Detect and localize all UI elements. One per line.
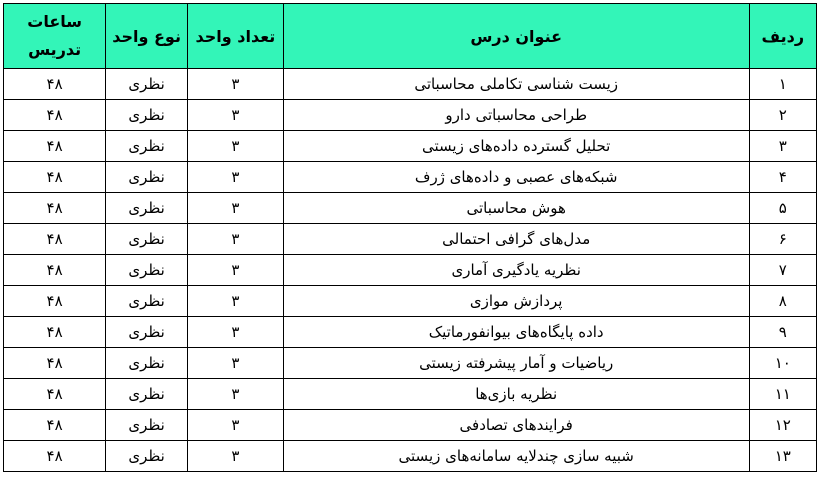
cell-course-title: داده پایگاه‌های بیوانفورماتیک xyxy=(283,317,749,348)
table-row xyxy=(4,379,817,410)
table-body xyxy=(4,69,817,472)
course-table-container xyxy=(3,3,817,472)
cell-row-number: ۱۳ xyxy=(749,441,816,472)
cell-row-number: ۲ xyxy=(749,100,816,131)
cell-teaching-hours: ۴۸ xyxy=(4,100,106,131)
cell-unit-count: ۳ xyxy=(187,100,283,131)
table-row xyxy=(4,100,817,131)
header-teaching-hours xyxy=(4,4,106,69)
cell-unit-type: نظری xyxy=(106,410,188,441)
cell-teaching-hours: ۴۸ xyxy=(4,193,106,224)
cell-row-number: ۵ xyxy=(749,193,816,224)
cell-teaching-hours: ۴۸ xyxy=(4,162,106,193)
cell-unit-count: ۳ xyxy=(187,131,283,162)
cell-row-number: ۴ xyxy=(749,162,816,193)
cell-teaching-hours: ۴۸ xyxy=(4,224,106,255)
header-teaching-hours-line2: تدریس xyxy=(28,40,82,59)
cell-teaching-hours: ۴۸ xyxy=(4,317,106,348)
cell-unit-count: ۳ xyxy=(187,193,283,224)
header-row-number: ردیف xyxy=(749,4,816,69)
cell-course-title: طراحی محاسباتی دارو xyxy=(283,100,749,131)
cell-unit-type: نظری xyxy=(106,255,188,286)
header-unit-count: تعداد واحد xyxy=(187,4,283,69)
cell-course-title: ریاضیات و آمار پیشرفته زیستی xyxy=(283,348,749,379)
cell-teaching-hours: ۴۸ xyxy=(4,441,106,472)
cell-row-number: ۱ xyxy=(749,69,816,100)
cell-row-number: ۱۰ xyxy=(749,348,816,379)
cell-course-title: فرایندهای تصادفی xyxy=(283,410,749,441)
table-row xyxy=(4,286,817,317)
cell-unit-type: نظری xyxy=(106,69,188,100)
cell-row-number: ۹ xyxy=(749,317,816,348)
cell-teaching-hours: ۴۸ xyxy=(4,410,106,441)
cell-course-title: پردازش موازی xyxy=(283,286,749,317)
table-row xyxy=(4,69,817,100)
table-row xyxy=(4,441,817,472)
table-row xyxy=(4,317,817,348)
table-row xyxy=(4,224,817,255)
cell-course-title: نظریه بازی‌ها xyxy=(283,379,749,410)
cell-unit-type: نظری xyxy=(106,441,188,472)
course-table xyxy=(3,3,817,472)
table-row xyxy=(4,255,817,286)
cell-unit-count: ۳ xyxy=(187,348,283,379)
table-row xyxy=(4,410,817,441)
cell-unit-count: ۳ xyxy=(187,379,283,410)
cell-unit-count: ۳ xyxy=(187,255,283,286)
cell-unit-count: ۳ xyxy=(187,317,283,348)
cell-unit-type: نظری xyxy=(106,379,188,410)
cell-course-title: تحلیل گسترده داده‌های زیستی xyxy=(283,131,749,162)
table-row xyxy=(4,348,817,379)
cell-course-title: مدل‌های گرافی احتمالی xyxy=(283,224,749,255)
cell-teaching-hours: ۴۸ xyxy=(4,348,106,379)
cell-row-number: ۱۱ xyxy=(749,379,816,410)
cell-course-title: زیست شناسی تکاملی محاسباتی xyxy=(283,69,749,100)
cell-teaching-hours: ۴۸ xyxy=(4,286,106,317)
table-row xyxy=(4,193,817,224)
table-row xyxy=(4,131,817,162)
table-header-row xyxy=(4,4,817,69)
cell-row-number: ۱۲ xyxy=(749,410,816,441)
header-course-title: عنوان درس xyxy=(283,4,749,69)
cell-course-title: شبیه سازی چندلایه سامانه‌های زیستی xyxy=(283,441,749,472)
cell-unit-type: نظری xyxy=(106,348,188,379)
header-unit-type: نوع واحد xyxy=(106,4,188,69)
cell-row-number: ۷ xyxy=(749,255,816,286)
cell-unit-count: ۳ xyxy=(187,410,283,441)
cell-unit-type: نظری xyxy=(106,317,188,348)
cell-unit-type: نظری xyxy=(106,224,188,255)
cell-row-number: ۳ xyxy=(749,131,816,162)
cell-course-title: نظریه یادگیری آماری xyxy=(283,255,749,286)
table-row xyxy=(4,162,817,193)
cell-course-title: شبکه‌های عصبی و داده‌های ژرف xyxy=(283,162,749,193)
cell-row-number: ۶ xyxy=(749,224,816,255)
cell-row-number: ۸ xyxy=(749,286,816,317)
cell-teaching-hours: ۴۸ xyxy=(4,69,106,100)
cell-unit-type: نظری xyxy=(106,193,188,224)
cell-unit-type: نظری xyxy=(106,286,188,317)
cell-unit-count: ۳ xyxy=(187,286,283,317)
cell-unit-type: نظری xyxy=(106,162,188,193)
cell-unit-count: ۳ xyxy=(187,162,283,193)
cell-unit-type: نظری xyxy=(106,100,188,131)
cell-teaching-hours: ۴۸ xyxy=(4,379,106,410)
cell-unit-count: ۳ xyxy=(187,224,283,255)
header-teaching-hours-line1: ساعات xyxy=(27,12,82,31)
cell-unit-type: نظری xyxy=(106,131,188,162)
cell-teaching-hours: ۴۸ xyxy=(4,131,106,162)
cell-unit-count: ۳ xyxy=(187,441,283,472)
cell-unit-count: ۳ xyxy=(187,69,283,100)
cell-course-title: هوش محاسباتی xyxy=(283,193,749,224)
cell-teaching-hours: ۴۸ xyxy=(4,255,106,286)
